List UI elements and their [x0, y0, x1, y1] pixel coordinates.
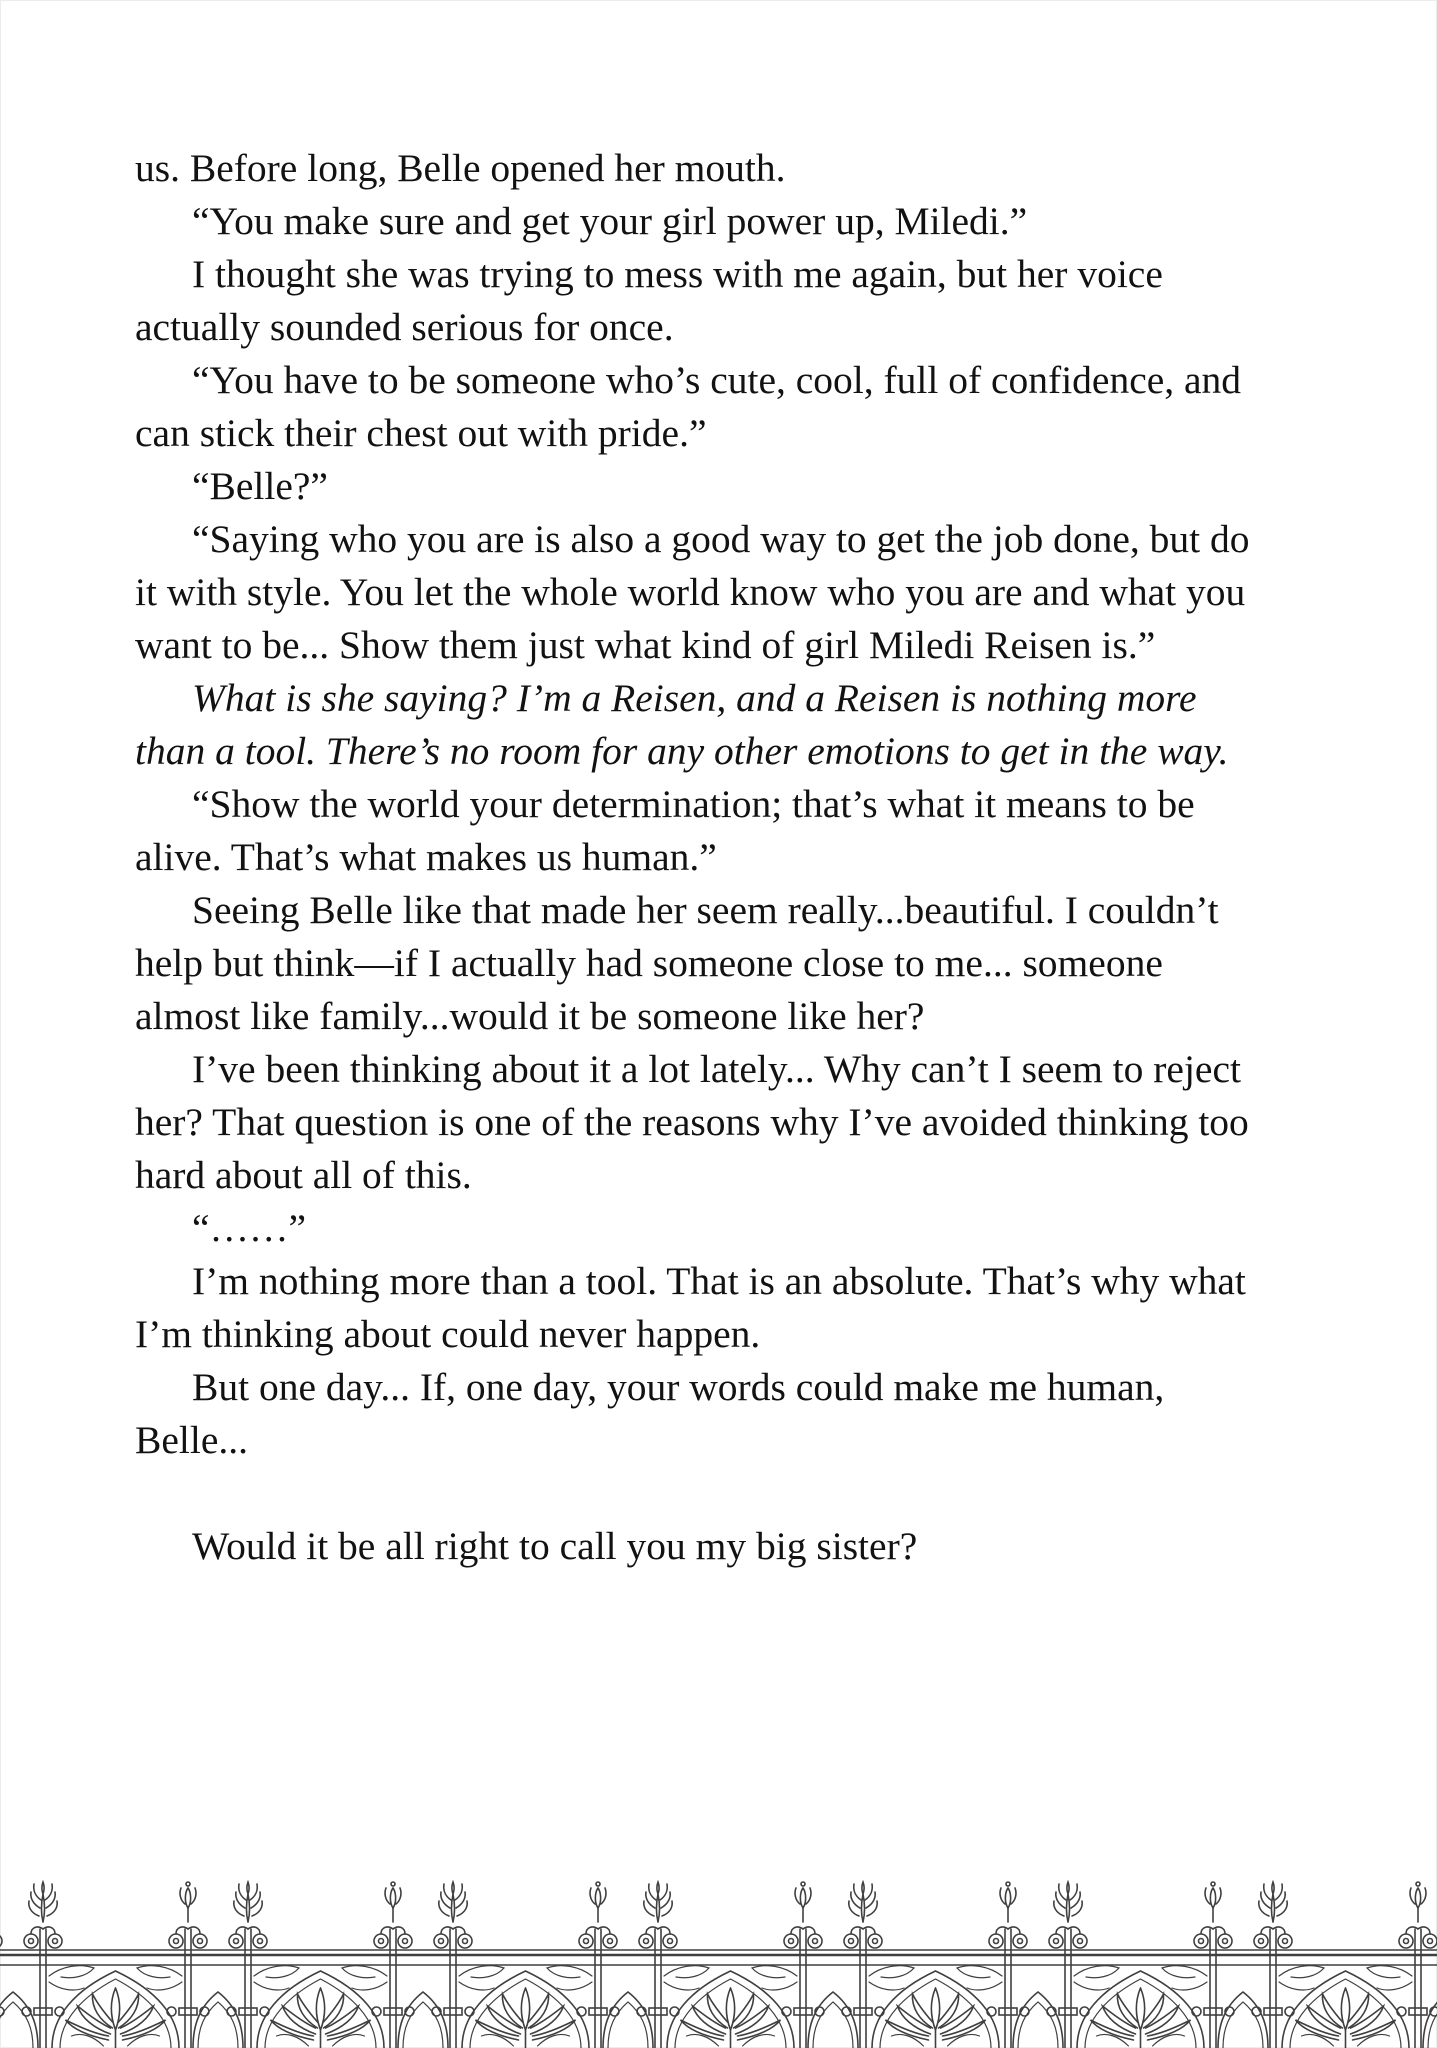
- paragraph: “Belle?”: [192, 464, 328, 508]
- ornamental-fence-border-icon: [0, 1878, 1437, 2048]
- paragraph: I’ve been thinking about it a lot lately... Why can’t I seem to reject her? That question is one of the reasons why I’ve avoided thinking too hard about all of this.: [135, 1047, 1249, 1197]
- paragraph: I’m nothing more than a tool. That is an absolute. That’s why what I’m thinking about could never happen.: [135, 1259, 1246, 1356]
- paragraph: Seeing Belle like that made her seem really...beautiful. I couldn’t help but think—if I actually had someone close to me... someone almost like family...would it be someone like her?: [135, 888, 1219, 1038]
- paragraph: I thought she was trying to mess with me again, but her voice actually sounded serious for once.: [135, 252, 1163, 349]
- paragraph: us. Before long, Belle opened her mouth.: [135, 146, 786, 190]
- paragraph-closing-line: Would it be all right to call you my big sister?: [192, 1524, 918, 1568]
- paragraph: “You make sure and get your girl power up, Miledi.”: [192, 199, 1028, 243]
- paragraph: “You have to be someone who’s cute, cool, full of confidence, and can stick their chest out with pride.”: [135, 358, 1242, 455]
- paragraph: “Show the world your determination; that’s what it means to be alive. That’s what makes us human.”: [135, 782, 1195, 879]
- paragraph-inner-monologue: What is she saying? I’m a Reisen, and a Reisen is nothing more than a tool. There’s no room for any other emotions to get in the way.: [135, 676, 1229, 773]
- paragraph: “Saying who you are is also a good way to get the job done, but do it with style. You let the whole world know who you are and what you want to be... Show them just what kind of girl Miledi Reisen is.”: [135, 517, 1250, 667]
- paragraph: But one day... If, one day, your words could make me human, Belle...: [135, 1365, 1165, 1462]
- paragraph: “……”: [192, 1206, 307, 1250]
- body-text: [135, 142, 1257, 1573]
